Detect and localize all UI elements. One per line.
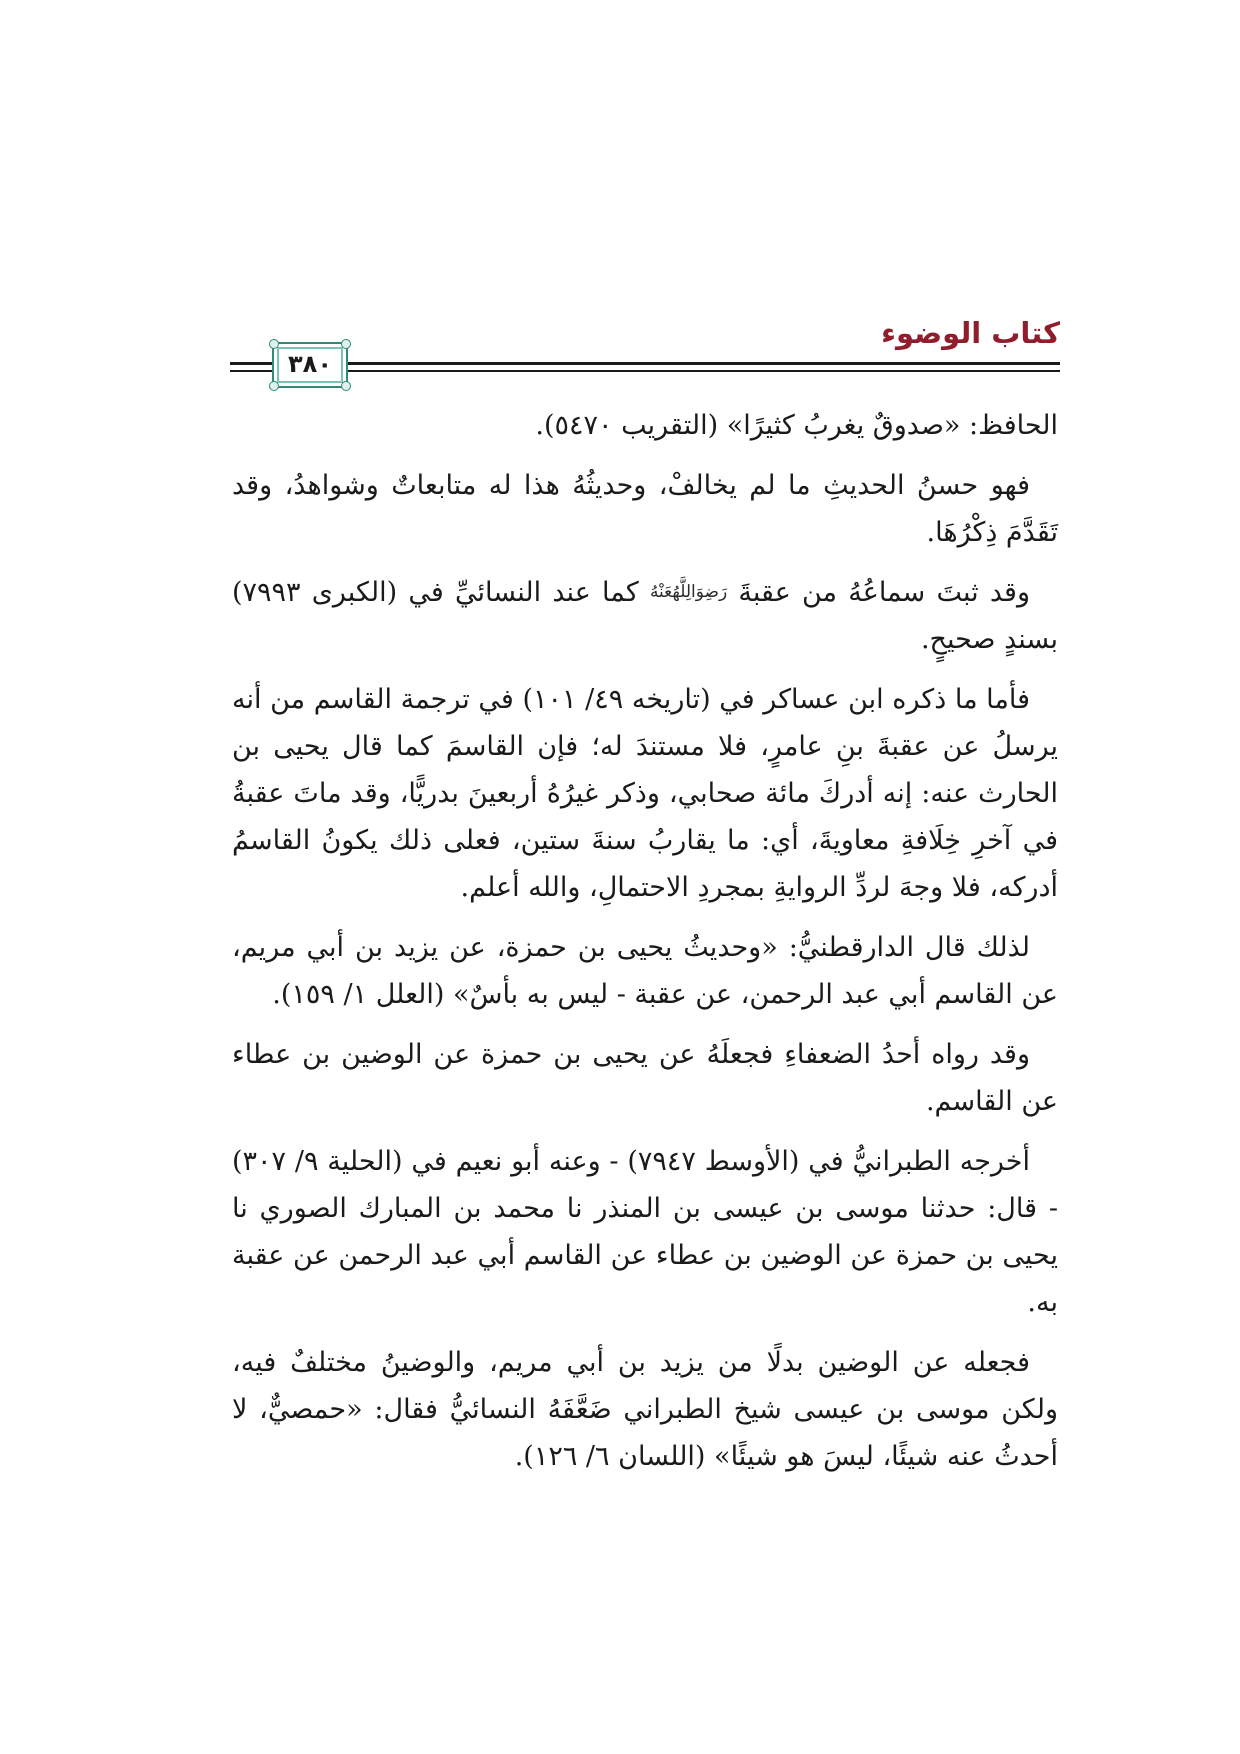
frame-ornament-icon bbox=[269, 339, 279, 349]
header-rule-thick bbox=[230, 362, 1060, 365]
paragraph: لذلك قال الدارقطنيُّ: «وحديثُ يحيى بن حمزة، عن يزيد بن أبي مريم، عن القاسم أبي عبد الرحمن، عن عقبة - ليس به بأسٌ» (العلل ١/ ١٥٩). bbox=[232, 932, 1058, 1010]
frame-ornament-icon bbox=[341, 339, 351, 349]
page-number-frame bbox=[272, 342, 348, 388]
paragraph: فأما ما ذكره ابن عساكر في (تاريخه ٤٩/ ١٠١) في ترجمة القاسم من أنه يرسلُ عن عقبةَ بنِ عامرٍ، فلا مستندَ له؛ فإن القاسمَ كما قال يحيى بن الحارث عنه: إنه أدركَ مائة صحابي، وذكر غيرُهُ أربعينَ بدريًّا، وقد ماتَ عقبةُ في آخرِ خِلَافةِ معاويةَ، أي: ما يقاربُ سنةَ ستين، فعلى ذلك يكونُ القاسمُ أدركه، فلا وجهَ لردِّ الروايةِ بمجردِ الاحتمالِ، والله أعلم. bbox=[232, 684, 1058, 903]
page-number: ٣٨٠ bbox=[288, 350, 332, 378]
paragraph-text: كما عند النسائيِّ في (الكبرى ٧٩٩٣) بسندٍ صحيحٍ. bbox=[232, 577, 1058, 655]
paragraph: فهو حسنُ الحديثِ ما لم يخالفْ، وحديثُهُ هذا له متابعاتٌ وشواهدُ، وقد تَقَدَّمَ ذِكْرُهَا. bbox=[232, 470, 1058, 548]
paragraph: الحافظ: «صدوقٌ يغربُ كثيرًا» (التقريب ٥٤٧٠). bbox=[535, 410, 1058, 441]
paragraph-text: وقد ثبتَ سماعُهُ من عقبةَ bbox=[738, 577, 1030, 608]
header-rule-thin bbox=[230, 370, 1060, 372]
honorific-glyph: رَضِوَالِلَّهُعَنْهُ bbox=[649, 582, 728, 602]
frame-ornament-icon bbox=[341, 381, 351, 391]
paragraph bbox=[232, 569, 1058, 663]
paragraph: أخرجه الطبرانيُّ في (الأوسط ٧٩٤٧) - وعنه أبو نعيم في (الحلية ٩/ ٣٠٧) - قال: حدثنا موسى بن عيسى بن المنذر نا محمد بن المبارك الصوري نا يحيى بن حمزة عن الوضين بن عطاء عن القاسم أبي عبد الرحمن عن عقبة به. bbox=[232, 1146, 1058, 1318]
frame-ornament-icon bbox=[269, 381, 279, 391]
paragraph: فجعله عن الوضين بدلًا من يزيد بن أبي مريم، والوضينُ مختلفٌ فيه، ولكن موسى بن عيسى شيخ الطبراني ضَعَّفَهُ النسائيُّ فقال: «حمصيٌّ، لا أحدثُ عنه شيئًا، ليسَ هو شيئًا» (اللسان ٦/ ١٢٦). bbox=[232, 1347, 1058, 1472]
paragraph: وقد رواه أحدُ الضعفاءِ فجعلَهُ عن يحيى بن حمزة عن الوضين بن عطاء عن القاسم. bbox=[232, 1039, 1058, 1117]
page-header bbox=[230, 310, 1060, 390]
page-body bbox=[232, 402, 1058, 1493]
book-title: كتاب الوضوء bbox=[881, 316, 1060, 350]
